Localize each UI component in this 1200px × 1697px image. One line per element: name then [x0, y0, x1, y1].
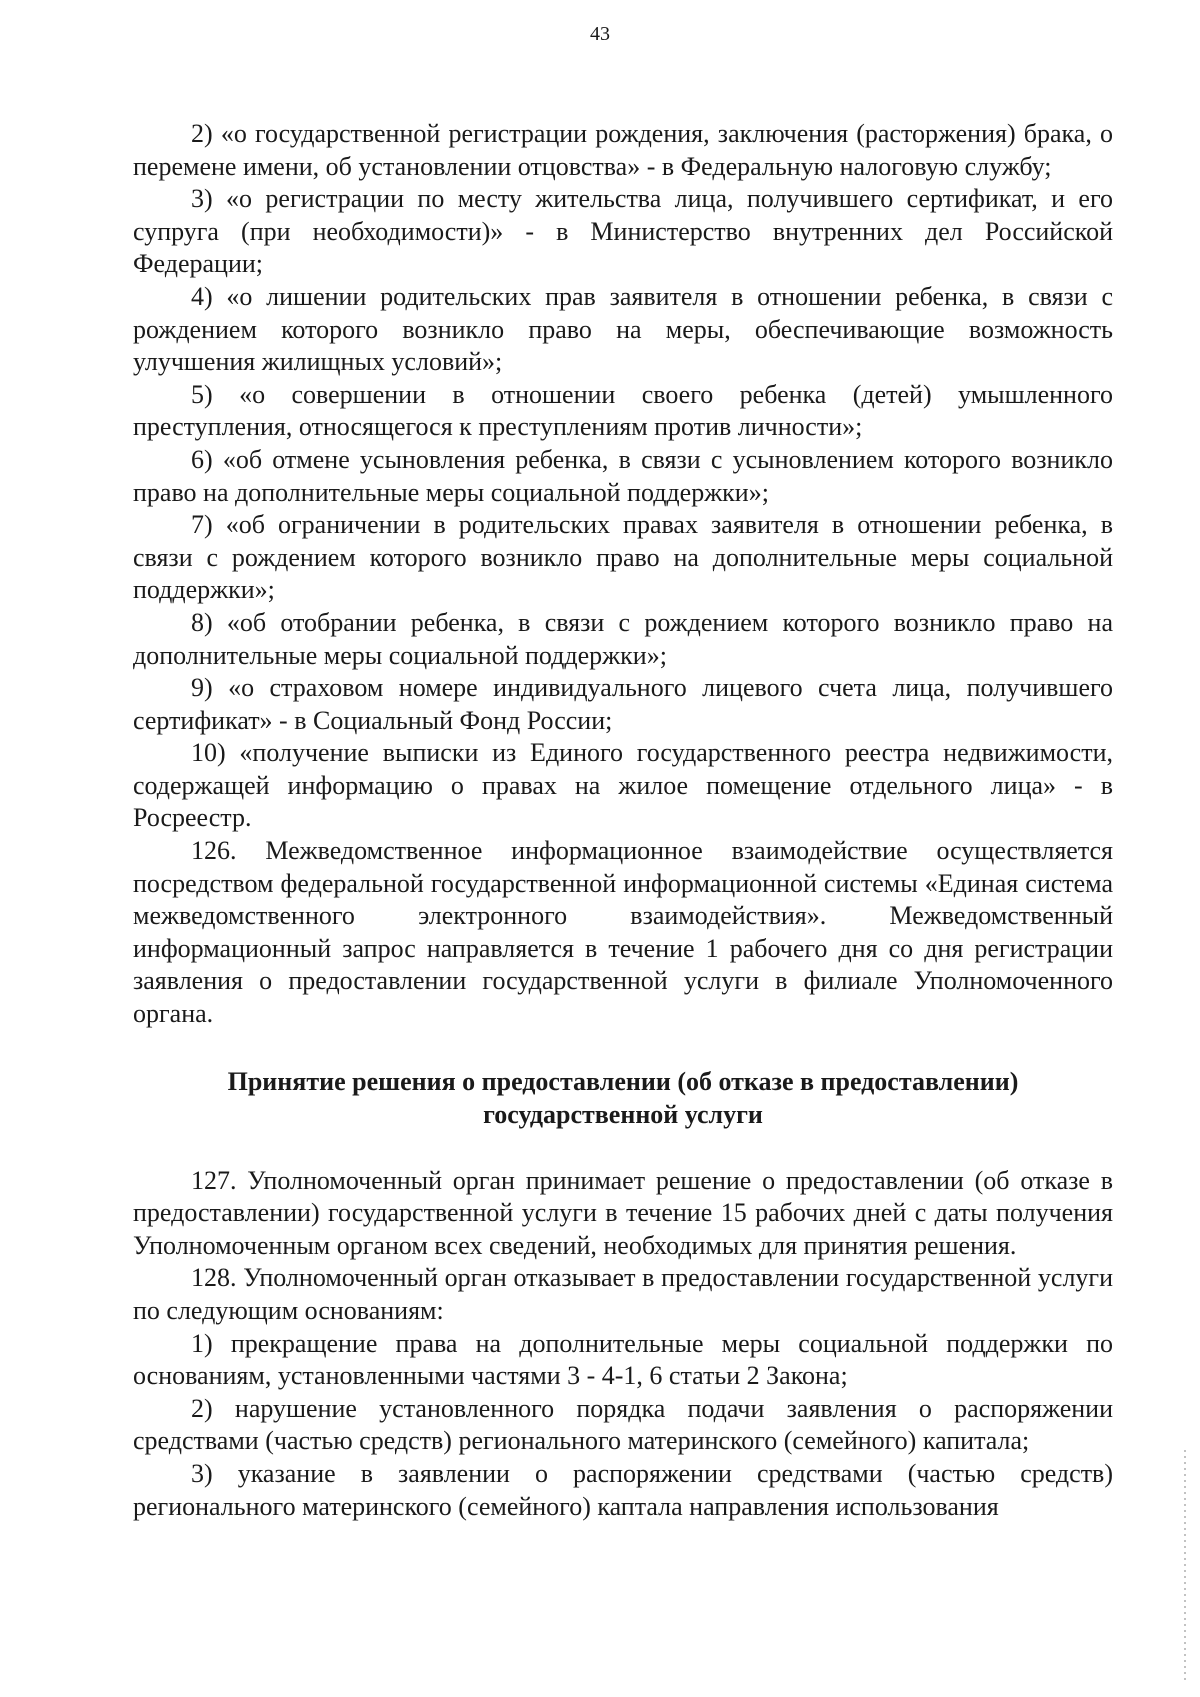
paragraph-item-6: 6) «об отмене усыновления ребенка, в связи с усыновлением которого возникло право на дополнительные меры социальной поддержки»; [133, 444, 1113, 507]
paragraph-item-5: 5) «о совершении в отношении своего ребенка (детей) умышленного преступления, относящегося к преступлениям против личности»; [133, 379, 1113, 442]
section-heading-line-2: государственной услуги [483, 1099, 763, 1129]
paragraph-item-4: 4) «о лишении родительских прав заявителя в отношении ребенка, в связи с рождением которого возникло право на меры, обеспечивающие возможность улучшения жилищных условий»; [133, 281, 1113, 377]
section-heading-line-1: Принятие решения о предоставлении (об отказе в предоставлении) [227, 1066, 1019, 1096]
paragraph-126: 126. Межведомственное информационное взаимодействие осуществляется посредством федеральной государственной информационной системы «Единая система межведомственного электронного взаимодействия». Межведомственный информационный запрос направляется в течение 1 рабочего дня со дня регистрации заявления о предоставлении государственной услуги в филиале Уполномоченного органа. [133, 836, 1113, 1029]
scan-edge-marks [1184, 1450, 1186, 1680]
paragraph-item-9: 9) «о страховом номере индивидуального лицевого счета лица, получившего сертификат» - в Социальный Фонд России; [133, 673, 1113, 735]
document-body [133, 118, 1113, 1523]
paragraph-128-item-2: 2) нарушение установленного порядка подачи заявления о распоряжении средствами (частью средств) регионального материнского (семейного) капитала; [133, 1393, 1113, 1456]
paragraph-item-10: 10) «получение выписки из Единого государственного реестра недвижимости, содержащей информацию о правах на жилое помещение отдельного лица» - в Росреестр. [133, 738, 1113, 833]
paragraph-127: 127. Уполномоченный орган принимает решение о предоставлении (об отказе в предоставлении) государственной услуги в течение 15 рабочих дней с даты получения Уполномоченным органом всех сведений, необходимых для принятия решения. [133, 1165, 1113, 1260]
page-number: 43 [590, 23, 610, 45]
paragraph-128-item-3: 3) указание в заявлении о распоряжении средствами (частью средств) регионального материнского (семейного) каптала направления использования [133, 1458, 1113, 1521]
paragraph-item-8: 8) «об отобрании ребенка, в связи с рождением которого возникло право на дополнительные меры социальной поддержки»; [133, 607, 1113, 670]
paragraph-128-item-1: 1) прекращение права на дополнительные меры социальной поддержки по основаниям, установленными частями 3 - 4-1, 6 статьи 2 Закона; [133, 1328, 1113, 1391]
section-heading [133, 1065, 1113, 1131]
paragraph-item-3: 3) «о регистрации по месту жительства лица, получившего сертификат, и его супруга (при необходимости)» - в Министерство внутренних дел Российской Федерации; [133, 184, 1113, 279]
paragraph-item-2: 2) «о государственной регистрации рождения, заключения (расторжения) брака, о перемене имени, об установлении отцовства» - в Федеральную налоговую службу; [133, 119, 1113, 181]
paragraph-128: 128. Уполномоченный орган отказывает в предоставлении государственной услуги по следующим основаниям: [133, 1263, 1113, 1325]
paragraph-item-7: 7) «об ограничении в родительских правах заявителя в отношении ребенка, в связи с рождением которого возникло право на дополнительные меры социальной поддержки»; [133, 510, 1113, 605]
